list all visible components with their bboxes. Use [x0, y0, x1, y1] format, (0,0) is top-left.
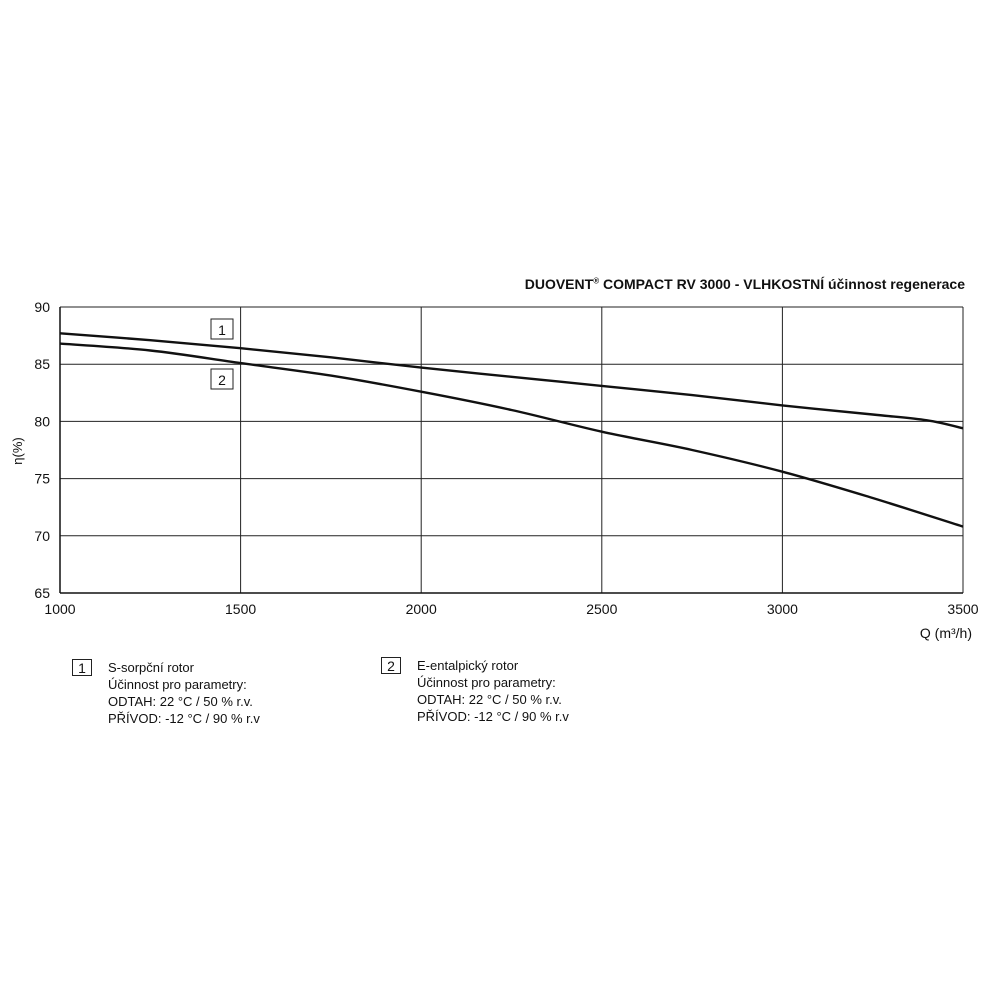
series-lines: [60, 333, 963, 526]
legend-line: ODTAH: 22 °C / 50 % r.v.: [417, 692, 562, 707]
y-tick-label: 85: [34, 356, 50, 373]
y-tick-label: 90: [34, 299, 50, 315]
series-line-2: [60, 344, 963, 527]
chart-title-rest: COMPACT RV 3000 - VLHKOSTNÍ účinnost regenerace: [599, 276, 965, 292]
plot-frame: [60, 307, 963, 593]
curve-label-text: 1: [218, 322, 226, 338]
x-tick-label: 2500: [586, 601, 618, 617]
legend-line: PŘÍVOD: -12 °C / 90 % r.v: [417, 709, 569, 724]
series-line-1: [60, 333, 963, 428]
x-tick-label: 3000: [766, 601, 798, 617]
curve-labels: [211, 319, 233, 389]
registered-mark: ®: [593, 276, 600, 286]
x-tick-label: 1000: [44, 601, 76, 617]
legend-line: PŘÍVOD: -12 °C / 90 % r.v: [108, 711, 260, 726]
legend-number-box: 1: [72, 659, 92, 676]
x-tick-labels: [44, 601, 978, 617]
legend-line: ODTAH: 22 °C / 50 % r.v.: [108, 694, 253, 709]
x-axis-label: Q (m³/h): [919, 625, 972, 641]
y-tick-labels: [34, 299, 50, 601]
y-tick-label: 65: [34, 585, 50, 601]
legend-line: E-entalpický rotor: [417, 658, 519, 673]
y-axis-label: η(%): [10, 437, 25, 465]
y-tick-label: 75: [34, 470, 50, 487]
legend-line: Účinnost pro parametry:: [417, 675, 556, 690]
legend-number-box: 2: [381, 657, 401, 674]
legend-line: Účinnost pro parametry:: [108, 677, 247, 692]
y-tick-label: 70: [34, 527, 50, 544]
x-tick-label: 3500: [947, 601, 979, 617]
x-tick-label: 1500: [225, 601, 257, 617]
curve-label-1: [211, 319, 233, 339]
chart-grid: [60, 307, 963, 593]
legend-line: S-sorpční rotor: [108, 660, 194, 675]
chart-title-brand: DUOVENT: [524, 276, 594, 292]
x-tick-label: 2000: [405, 601, 437, 617]
curve-label-text: 2: [218, 372, 226, 388]
y-tick-label: 80: [34, 413, 50, 430]
curve-label-2: [211, 369, 233, 389]
